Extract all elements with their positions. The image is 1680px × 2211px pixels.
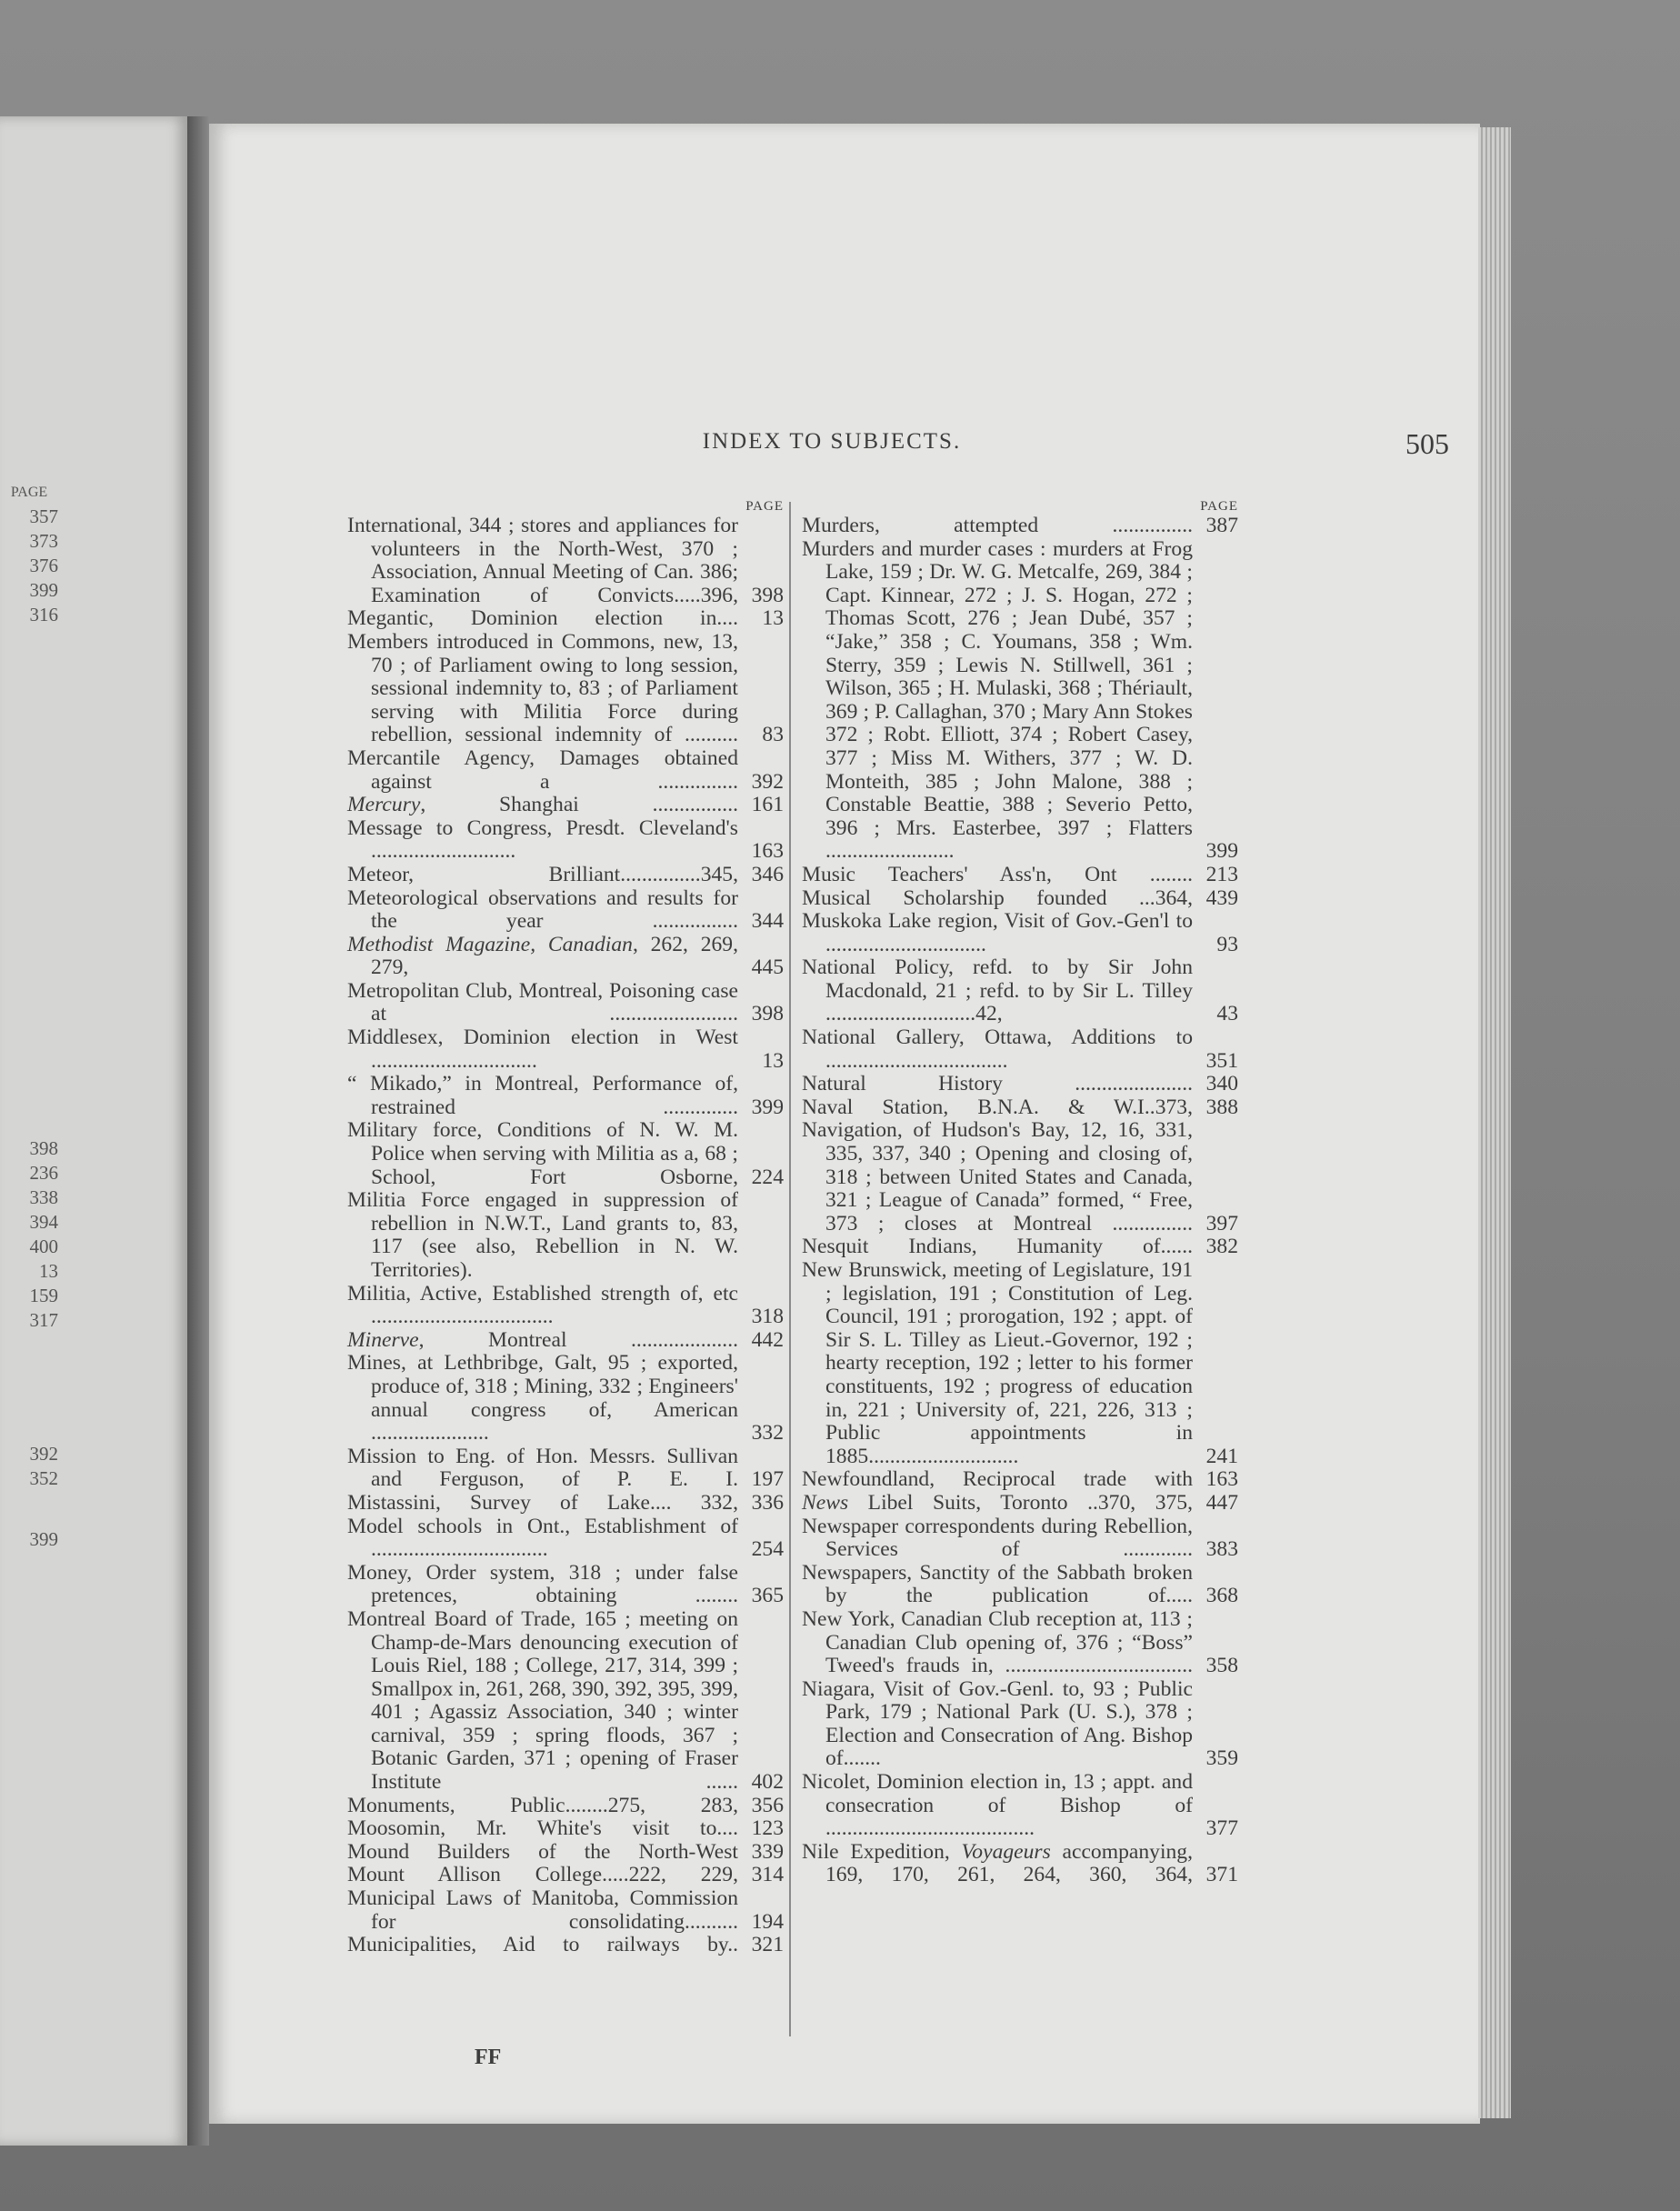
entry-text: Newfoundland, Reciprocal trade with	[802, 1467, 1193, 1492]
index-entry	[347, 1492, 784, 1516]
entry-text: Niagara, Visit of Gov.-Genl. to, 93 ; Public Park, 179 ; National Park (U. S.), 378 ; Election and Consecration of Ang. Bishop of.......	[802, 1676, 1193, 1771]
index-entry	[802, 1771, 1238, 1841]
index-entry	[347, 1073, 784, 1119]
entry-page-ref: 161	[751, 793, 784, 817]
gutter	[187, 116, 209, 2146]
margin-fragment: 338	[29, 1186, 58, 1208]
left-entries	[347, 515, 784, 1957]
entry-page-ref: 314	[751, 1863, 784, 1887]
entry-text: Monuments, Public........275, 283,	[347, 1793, 738, 1817]
entry-page-ref: 197	[751, 1467, 784, 1492]
index-entry	[802, 538, 1238, 864]
entry-text: Money, Order system, 318 ; under false pretences, obtaining ........	[347, 1560, 738, 1608]
right-entries	[802, 515, 1238, 1887]
entry-page-ref: 358	[1205, 1654, 1238, 1678]
index-entry	[347, 794, 784, 817]
entry-text: Murders, attempted ...............	[802, 514, 1193, 537]
index-entry	[347, 1189, 784, 1282]
entry-text: Mercantile Agency, Damages obtained against a ...............	[347, 745, 738, 794]
entry-text: Militia Force engaged in suppression of rebellion in N.W.T., Land grants to, 83, 117 (see also, Rebellion in N. W. Territories).	[347, 1188, 738, 1282]
entry-page-ref: 332	[751, 1421, 784, 1446]
entry-page-ref: 194	[751, 1909, 784, 1934]
entry-page-ref: 224	[751, 1165, 784, 1189]
entry-text: Moosomin, Mr. White's visit to....	[347, 1816, 738, 1841]
entry-text: National Gallery, Ottawa, Additions to ..................................	[802, 1025, 1193, 1073]
entry-page-ref: 43	[1216, 1002, 1238, 1026]
index-entry	[347, 1352, 784, 1445]
entry-page-ref: 377	[1205, 1816, 1238, 1841]
index-entry	[347, 1283, 784, 1329]
index-entry	[347, 1119, 784, 1189]
italic-title: Mercury	[347, 793, 421, 817]
entry-page-ref: 398	[751, 1002, 784, 1026]
entry-text: Middlesex, Dominion election in West ...............................	[347, 1025, 738, 1073]
index-entry	[347, 1562, 784, 1608]
entry-page-ref: 383	[1205, 1537, 1238, 1562]
index-entry	[802, 1259, 1238, 1468]
index-entry	[802, 1562, 1238, 1608]
margin-fragment: 236	[29, 1162, 58, 1184]
entry-page-ref: 13	[762, 606, 784, 631]
running-head: INDEX TO SUBJECTS.	[702, 429, 962, 454]
entry-text: Newspaper correspondents during Rebellion, Services of .............	[802, 1514, 1193, 1562]
page	[209, 124, 1480, 2124]
index-entry	[802, 515, 1238, 538]
italic-title: Minerve	[347, 1327, 419, 1352]
entry-page-ref: 339	[751, 1839, 784, 1864]
entry-text: Mission to Eng. of Hon. Messrs. Sullivan and Ferguson, of P. E. I.	[347, 1444, 738, 1492]
entry-text: Muskoka Lake region, Visit of Gov.-Gen'l to ..............................	[802, 909, 1193, 956]
entry-text: Montreal Board of Trade, 165 ; meeting on Champ-de-Mars denouncing execution of Louis Riel, 188 ; College, 217, 314, 399 ; Smallpox in, 261, 268, 390, 392, 395, 399, 401 ; Agassiz Association, 340 ; winter carnival, 359 ; spring floods, 367 ; Botanic Garden, 371 ; opening of Fraser Institute ......	[347, 1606, 738, 1795]
entry-text: News Libel Suits, Toronto ..370, 375,	[802, 1490, 1193, 1515]
italic-title: Voyageurs	[961, 1839, 1051, 1864]
index-entry	[347, 934, 784, 980]
entry-text: Mount Allison College.....222, 229,	[347, 1863, 738, 1887]
index-entry	[347, 817, 784, 864]
entry-text: Message to Congress, Presdt. Cleveland's ...........................	[347, 815, 738, 864]
index-entry	[802, 1678, 1238, 1771]
index-entry	[347, 1795, 784, 1818]
column-rule	[789, 502, 791, 2036]
margin-fragment: 159	[29, 1285, 58, 1306]
margin-fragments	[0, 505, 58, 1552]
entry-text: Nicolet, Dominion election in, 13 ; appt. and consecration of Bishop of .......................................	[802, 1770, 1193, 1841]
entry-text: Mound Builders of the North-West	[347, 1839, 738, 1864]
margin-fragment: 400	[29, 1236, 58, 1257]
entry-text: Methodist Magazine, Canadian, 262, 269, 279,	[347, 932, 738, 980]
left-page	[0, 116, 189, 2146]
entry-text: Nile Expedition, Voyageurs accompanying, 169, 170, 261, 264, 360, 364,	[802, 1839, 1193, 1887]
entry-text: Nesquit Indians, Humanity of......	[802, 1235, 1193, 1259]
entry-page-ref: 344	[751, 909, 784, 934]
entry-text: Music Teachers' Ass'n, Ont ........	[802, 862, 1193, 886]
index-entry	[802, 956, 1238, 1026]
index-entry	[347, 1864, 784, 1887]
index-entry	[802, 1516, 1238, 1562]
index-entry	[347, 515, 784, 607]
margin-fragment: 394	[29, 1211, 58, 1233]
index-entry	[802, 1236, 1238, 1259]
entry-page-ref: 365	[751, 1584, 784, 1608]
index-entry	[802, 1468, 1238, 1492]
entry-text: Newspapers, Sanctity of the Sabbath broken by the publication of.....	[802, 1560, 1193, 1608]
index-entry	[347, 1887, 784, 1934]
entry-text: International, 344 ; stores and appliances for volunteers in the North-West, 370 ; Association, Annual Meeting of Can. 386; Examination of Convicts.....396,	[347, 514, 738, 607]
index-entry	[802, 1608, 1238, 1678]
italic-title: Methodist Magazine, Canadian	[347, 932, 633, 956]
entry-text: Mines, at Lethbribge, Galt, 95 ; exported, produce of, 318 ; Mining, 332 ; Engineers' annual congress of, American ......................	[347, 1351, 738, 1446]
entry-page-ref: 93	[1216, 932, 1238, 956]
entry-text: Mistassini, Survey of Lake.... 332,	[347, 1490, 738, 1515]
entry-page-ref: 356	[751, 1793, 784, 1817]
index-entry	[802, 1841, 1238, 1887]
column-label: PAGE	[1200, 499, 1238, 514]
margin-fragment: 316	[29, 604, 58, 625]
margin-fragment: 357	[29, 505, 58, 527]
entry-text: Musical Scholarship founded ...364,	[802, 885, 1193, 910]
index-entry	[802, 1026, 1238, 1073]
page-edges	[1478, 127, 1511, 2118]
margin-fragment: 392	[29, 1443, 58, 1465]
margin-fragment: 376	[29, 555, 58, 576]
index-entry	[347, 1934, 784, 1957]
entry-page-ref: 241	[1205, 1444, 1238, 1468]
index-entry	[347, 747, 784, 794]
entry-page-ref: 318	[751, 1305, 784, 1329]
left-index-column	[347, 498, 784, 1957]
entry-page-ref: 392	[751, 769, 784, 794]
index-entry	[347, 980, 784, 1026]
entry-page-ref: 213	[1205, 862, 1238, 886]
margin-fragment: 317	[29, 1309, 58, 1331]
entry-page-ref: 387	[1205, 514, 1238, 537]
page-number: 505	[1405, 427, 1449, 460]
entry-page-ref: 371	[1205, 1863, 1238, 1887]
entry-page-ref: 351	[1205, 1048, 1238, 1073]
entry-page-ref: 399	[751, 1095, 784, 1119]
index-entry	[347, 631, 784, 747]
entry-text: Municipalities, Aid to railways by..	[347, 1933, 738, 1957]
entry-text: Natural History ......................	[802, 1072, 1193, 1096]
entry-text: New Brunswick, meeting of Legislature, 191 ; legislation, 191 ; Constitution of Leg. Council, 191 ; prorogation, 192 ; appt. of Sir S. L. Tilley as Lieut.-Governor, 192 ; hearty reception, 192 ; letter to his former constituents, 192 ; progress of education in, 221 ; University of, 221, 226, 313 ; Public appointments in 1885............................	[802, 1258, 1193, 1468]
entry-page-ref: 398	[751, 583, 784, 607]
index-entry	[802, 1492, 1238, 1516]
entry-page-ref: 123	[751, 1816, 784, 1841]
entry-text: New York, Canadian Club reception at, 113 ; Canadian Club opening of, 376 ; “Boss” Tweed's frauds in, ...................................	[802, 1606, 1193, 1678]
right-index-column	[802, 498, 1238, 1887]
entry-page-ref: 336	[751, 1490, 784, 1515]
entry-page-ref: 399	[1205, 839, 1238, 864]
entry-page-ref: 388	[1205, 1095, 1238, 1119]
entry-page-ref: 163	[751, 839, 784, 864]
index-entry	[347, 1516, 784, 1562]
margin-fragment: 398	[29, 1137, 58, 1159]
entry-text: Militia, Active, Established strength of, etc ..................................	[347, 1281, 738, 1329]
margin-fragment: 373	[29, 530, 58, 552]
index-entry	[347, 1329, 784, 1353]
margin-fragment: 352	[29, 1467, 58, 1489]
entry-page-ref: 439	[1205, 885, 1238, 910]
left-page-label: PAGE	[10, 485, 48, 500]
index-entry	[347, 864, 784, 887]
entry-page-ref: 445	[751, 955, 784, 980]
entry-page-ref: 359	[1205, 1746, 1238, 1771]
index-entry	[347, 887, 784, 934]
column-label: PAGE	[745, 499, 784, 514]
entry-text: National Policy, refd. to by Sir John Macdonald, 21 ; refd. to by Sir L. Tilley ............................42,	[802, 955, 1193, 1026]
entry-text: Murders and murder cases : murders at Frog Lake, 159 ; Dr. W. G. Metcalfe, 269, 384 ; Capt. Kinnear, 272 ; J. S. Hogan, 272 ; Thomas Scott, 276 ; Jean Dubé, 357 ; “Jake,” 358 ; C. Youmans, 358 ; Wm. Sterry, 359 ; Lewis N. Stillwell, 361 ; Wilson, 365 ; H. Mulaski, 368 ; Thériault, 369 ; P. Callaghan, 370 ; Mary Ann Stokes 372 ; Robt. Elliott, 374 ; Robert Casey, 377 ; Miss M. Withers, 377 ; W. D. Monteith, 385 ; John Malone, 388 ; Constable Beattie, 388 ; Severio Petto, 396 ; Mrs. Easterbee, 397 ; Flatters ........................	[802, 536, 1193, 864]
margin-fragment: 399	[29, 1528, 58, 1550]
index-entry	[347, 1841, 784, 1865]
entry-page-ref: 83	[762, 723, 784, 747]
index-entry	[802, 887, 1238, 911]
index-entry	[802, 864, 1238, 887]
margin-fragment: 13	[39, 1260, 58, 1282]
entry-text: Minerve, Montreal ....................	[347, 1327, 738, 1352]
index-entry	[802, 1119, 1238, 1236]
entry-page-ref: 368	[1205, 1584, 1238, 1608]
entry-page-ref: 254	[751, 1537, 784, 1562]
entry-page-ref: 340	[1205, 1072, 1238, 1096]
entry-page-ref: 382	[1205, 1235, 1238, 1259]
entry-text: Mercury, Shanghai ................	[347, 793, 738, 817]
entry-text: Naval Station, B.N.A. & W.I..373,	[802, 1095, 1193, 1119]
entry-text: Municipal Laws of Manitoba, Commission for consolidating..........	[347, 1886, 738, 1934]
entry-page-ref: 442	[751, 1327, 784, 1352]
index-entry	[347, 1608, 784, 1795]
entry-page-ref: 402	[751, 1770, 784, 1795]
entry-page-ref: 346	[751, 862, 784, 886]
entry-text: Navigation, of Hudson's Bay, 12, 16, 331, 335, 337, 340 ; Opening and closing of, 318 ; between United States and Canada, 321 ; League of Canada” formed, “ Free, 373 ; closes at Montreal ...............	[802, 1118, 1193, 1236]
entry-page-ref: 447	[1205, 1490, 1238, 1515]
entry-page-ref: 397	[1205, 1211, 1238, 1236]
left-margin-text	[0, 480, 58, 1552]
entry-text: Military force, Conditions of N. W. M. Police when serving with Militia as a, 68 ; School, Fort Osborne,	[347, 1118, 738, 1189]
index-entry	[347, 1026, 784, 1073]
entry-text: Metropolitan Club, Montreal, Poisoning case at ........................	[347, 978, 738, 1026]
index-entry	[347, 1817, 784, 1841]
entry-page-ref: 163	[1205, 1467, 1238, 1492]
index-entry	[802, 1096, 1238, 1120]
index-entry	[802, 1073, 1238, 1096]
entry-text: Megantic, Dominion election in....	[347, 606, 738, 631]
index-entry	[802, 910, 1238, 956]
entry-text: Meteorological observations and results for the year ................	[347, 885, 738, 934]
index-entry	[347, 1446, 784, 1492]
entry-text: Model schools in Ont., Establishment of .................................	[347, 1514, 738, 1562]
entry-page-ref: 321	[751, 1933, 784, 1957]
italic-title: News	[802, 1490, 849, 1515]
entry-text: “ Mikado,” in Montreal, Performance of, restrained ..............	[347, 1072, 738, 1119]
margin-fragment: 399	[29, 579, 58, 601]
entry-text: Meteor, Brilliant...............345,	[347, 862, 738, 886]
index-entry	[347, 607, 784, 631]
signature-mark: FF	[475, 2046, 502, 2069]
entry-page-ref: 13	[762, 1048, 784, 1073]
entry-text: Members introduced in Commons, new, 13, 70 ; of Parliament owing to long session, sessional indemnity to, 83 ; of Parliament serving with Militia Force during rebellion, sessional indemnity of ..........	[347, 629, 738, 747]
